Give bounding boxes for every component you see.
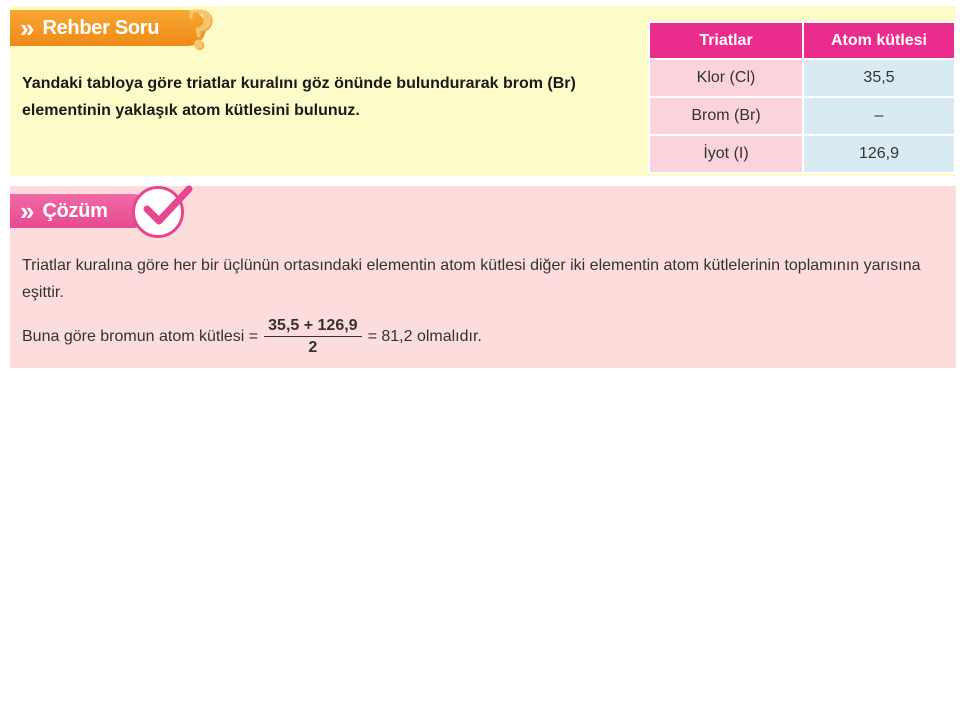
table-row	[650, 60, 954, 96]
double-chevron-right-icon: »	[20, 196, 29, 226]
checkmark-icon	[132, 186, 184, 238]
table-cell-element: Brom (Br)	[650, 98, 802, 134]
solution-panel	[10, 186, 956, 368]
formula-line	[22, 312, 482, 362]
table-row	[650, 98, 954, 134]
solution-explanation: Triatlar kuralına göre her bir üçlünün ortasındaki elementin atom kütlesi diğer iki elementin atom kütlelerinin toplamının yarısına eşittir.	[22, 257, 921, 301]
table-cell-mass: –	[804, 98, 954, 134]
question-header	[10, 10, 206, 46]
question-header-title: Rehber Soru	[42, 16, 160, 39]
table-cell-mass: 35,5	[804, 60, 954, 96]
table-header-atomic-mass: Atom kütlesi	[804, 23, 954, 58]
table-header-triads: Triatlar	[650, 23, 802, 58]
question-mark-icon: ?	[186, 0, 215, 61]
formula-prefix: Buna göre bromun atom kütlesi =	[22, 328, 259, 345]
solution-header-title: Çözüm	[42, 199, 108, 222]
fraction-numerator: 35,5 + 126,9	[264, 317, 361, 337]
solution-header	[10, 194, 150, 228]
table-row	[650, 136, 954, 172]
question-panel	[10, 0, 956, 176]
fraction-denominator: 2	[308, 339, 318, 356]
table-cell-element: İyot (I)	[650, 136, 802, 172]
triad-table	[648, 21, 956, 174]
question-text: Yandaki tabloya göre triatlar kuralını göz önünde bulundurarak brom (Br) elementinin yaklaşık atom kütlesini bulunuz.	[22, 75, 576, 119]
table-header-row	[650, 23, 954, 58]
table-cell-element: Klor (Cl)	[650, 60, 802, 96]
formula-fraction	[264, 317, 361, 357]
double-chevron-right-icon: »	[20, 13, 29, 43]
formula-result: = 81,2 olmalıdır.	[367, 328, 482, 345]
table-cell-mass: 126,9	[804, 136, 954, 172]
